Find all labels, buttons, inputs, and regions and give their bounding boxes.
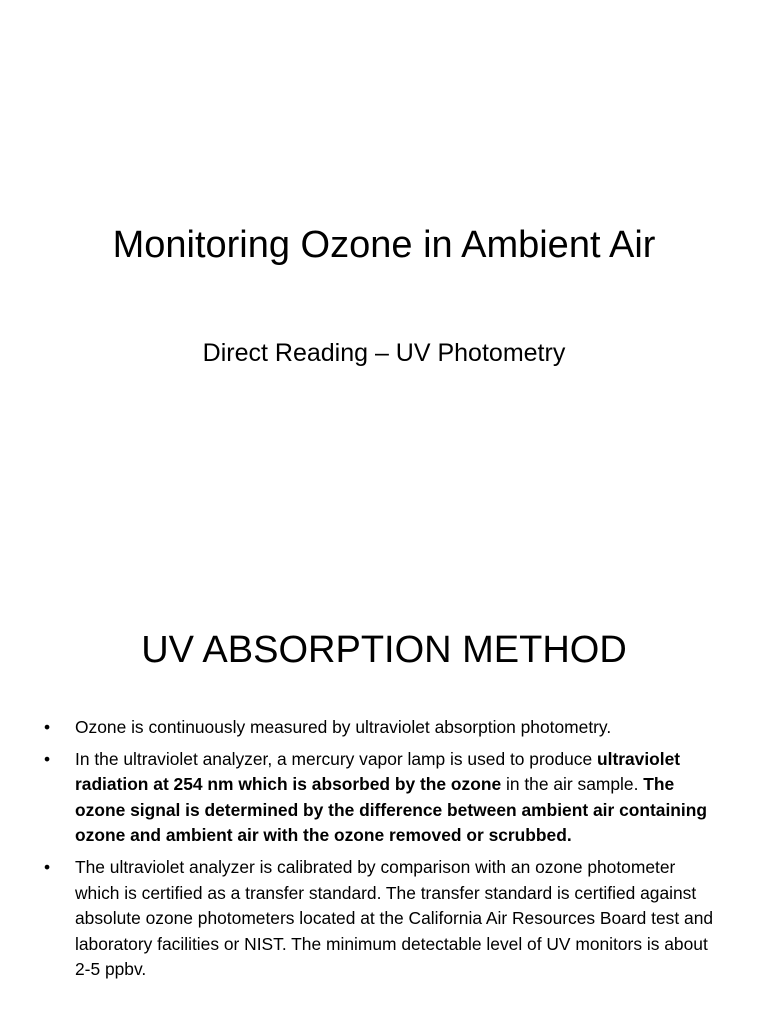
bullet-text-bold: ultraviolet radiation at 254 nm which is absorbed by the ozone [75,748,681,795]
bullet-dot: • [44,717,51,737]
slide-heading: UV ABSORPTION METHOD [141,629,627,671]
bullet-text: in the air sample. [501,774,644,795]
bullet-list [44,715,720,989]
bullet-text: The ultraviolet analyzer is calibrated by comparison with an ozone photometer which is certified as a transfer standard. The transfer standard is certified against absolute ozone photometers located at the California Air Resources Board test and laboratory facilities or NIST. The minimum detectable level of UV monitors is about 2-5 ppbv. [75,856,714,980]
bullet-text: In the ultraviolet analyzer, a mercury vapor lamp is used to produce [75,748,597,769]
bullet-dot: • [44,748,51,769]
bullet-text: Ozone is continuously measured by ultraviolet absorption photometry. [75,717,612,737]
slide-uv-absorption [0,512,768,1024]
slide-title-heading: Monitoring Ozone in Ambient Air [112,224,656,266]
bullet-item [44,715,720,741]
bullet-text-bold: The ozone signal is determined by the difference between ambient air containing ozone and ambient air with the ozone removed or scrubbed. [75,774,707,846]
bullet-item [44,747,720,849]
bullet-item [44,855,720,983]
slide-subtitle: Direct Reading – UV Photometry [202,339,566,367]
bullet-dot: • [44,856,51,877]
